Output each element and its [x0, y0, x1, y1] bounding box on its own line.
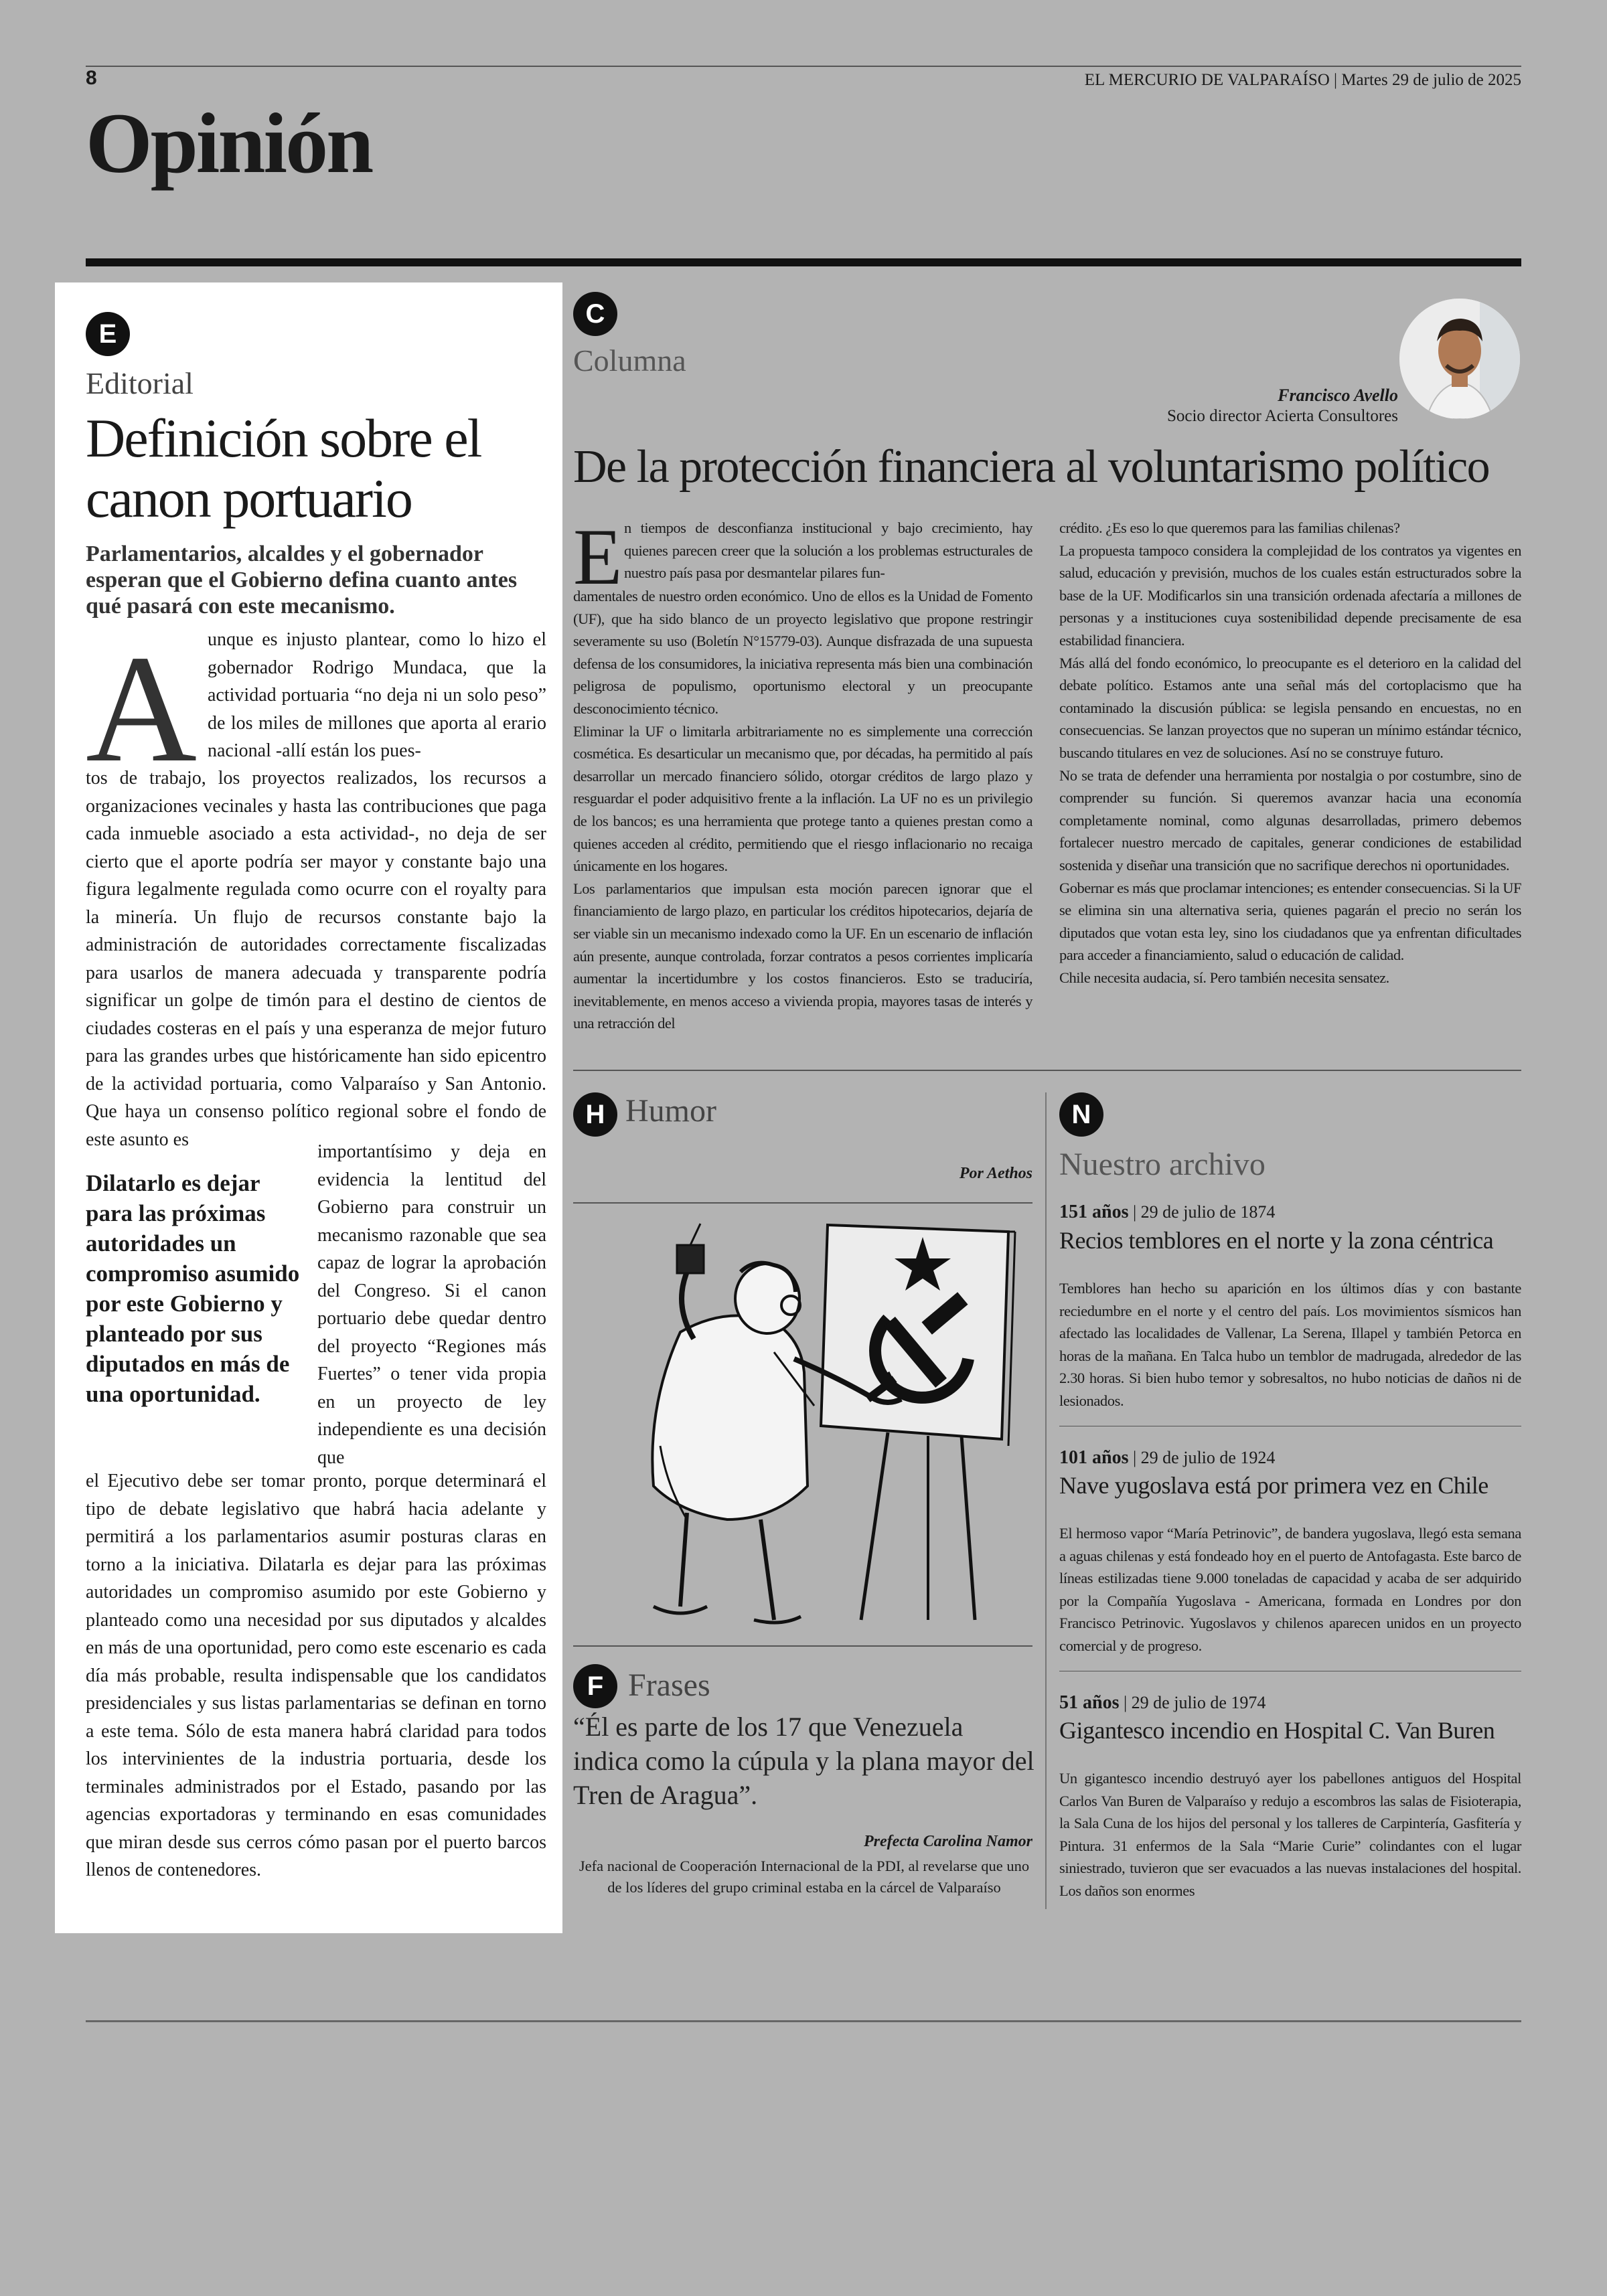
archive-date: | 29 de julio de 1874 [1132, 1202, 1276, 1222]
humor-author: Por Aethos [959, 1165, 1032, 1182]
editorial-paragraph: tos de trabajo, los proyectos realizados, los recursos a organizaciones vecinales y hasta las contribuciones que paga cada inmueble asociado a esta actividad-, no deja de ser cierto que el aporte podría ser mayor y constante bajo una figura legalmente regulada como ocurre con el royalty para la minería. Un flujo de recursos constante bajo la administración de autoridades correctamente fiscalizadas para usarlos de manera adecuada y transparente podría significar un golpe de timón para el destino de cientos de ciudades costeras en el país y una esperanza de mejor futuro para las grandes urbes que históricamente han sido epicentro de la actividad portuaria, como Valparaíso y San Antonio. Que haya un consenso político regional sobre el fondo de este asunto es [86, 768, 546, 1150]
editorial-pull-quote: Dilatarlo es dejar para las próximas autoridades un compromiso asumido por este Gobierno y planteado por sus diputados en más de una oportunidad. [86, 1170, 300, 1407]
archive-item-title: Gigantesco incendio en Hospital C. Van Buren [1059, 1717, 1495, 1744]
column-author-role: Socio director Acierta Consultores [1166, 407, 1398, 425]
archive-item-header [1059, 1202, 1275, 1223]
editorial-drop-cap: A [86, 623, 198, 794]
masthead: EL MERCURIO DE VALPARAÍSO | Martes 29 de julio de 2025 [1084, 71, 1521, 89]
humor-label: Humor [625, 1093, 716, 1129]
editorial-badge: E [86, 312, 130, 356]
frases-label: Frases [628, 1667, 710, 1703]
humor-bottom-rule [573, 1645, 1032, 1647]
column-drop-cap: E [573, 512, 623, 601]
column-divider [1045, 1092, 1047, 1909]
frases-quote: “Él es parte de los 17 que Venezuela indica como la cúpula y la plana mayor del Tren de Aragua”. [573, 1712, 1035, 1810]
section-rule [86, 258, 1521, 266]
editorial-title: Definición sobre el canon portuario [86, 408, 481, 529]
bottom-rule [86, 2020, 1521, 2022]
column-paragraph: crédito. ¿Es eso lo que queremos para las familias chilenas? La propuesta tampoco considera la complejidad de los contratos ya vigentes en salud, educación y previsión, muchos de los cuales están estructurados sobre la base de la UF. Modificarlos sin una transición ordenada afectaría a millones de personas y a instituciones cuya sostenibilidad depende precisamente de esa estabilidad financiera. Más allá del fondo económico, lo preocupante es el deterioro en la calidad del debate político. Estamos ante una señal más del cortoplacismo que ha contaminado la discusión pública: se legisla pensando en encuestas, no en consecuencias. Se lanzan proyectos que no superan un mínimo estándar técnico, buscando titulares en vez de soluciones. Así no se construye futuro. No se trata de defender una herramienta por nostalgia o por costumbre, sino de comprender su función. Si queremos avanzar hacia una economía completamente nominal, como algunas desarrolladas, primero debemos fortalecer nuestro mercado de capitales, generar condiciones de estabilidad sostenida y diseñar una transición que no sacrifique derechos ni oportunidades. Gobernar es más que proclamar intenciones; es entender consecuencias. Si la UF se elimina sin una alternativa seria, quienes pagarán el precio no serán los diputados que votan esta ley, sino los ciudadanos que ya enfrentan dificultades para acceder a financiamiento, salud o educación de calidad. Chile necesita audacia, sí. Pero también necesita sensatez. [1059, 519, 1521, 986]
archive-years: 151 años [1059, 1202, 1129, 1222]
editorial-paragraph: importantísimo y deja en evidencia la lentitud del Gobierno para construir un mecanismo razonable que sea capaz de lograr la aprobación del Congreso. Si el canon portuario debe quedar dentro del proyecto “Regiones más Fuertes” o tener vida propia en un proyecto de ley independiente es una decisión que [317, 1141, 546, 1468]
column-label: Columna [573, 343, 686, 378]
archive-date: | 29 de julio de 1924 [1132, 1448, 1276, 1467]
frases-speaker: Prefecta Carolina Namor [864, 1833, 1032, 1850]
archive-item-body: Temblores han hecho su aparición en los últimos días y con bastante reciedumbre en el norte y el centro del país. Los movimientos sísmicos han afectado las localidades de Vallenar, La Serena, Illapel y también Petorca en horas de la mañana. En Talca hubo un temblor de madrugada, alrededor de las 2.30 horas. Si bien hubo temor y sobresaltos, no hubo noticias de daños ni de lesionados. [1059, 1280, 1521, 1409]
column-title: De la protección financiera al voluntarismo político [573, 441, 1490, 493]
archive-item-body: Un gigantesco incendio destruyó ayer los pabellones antiguos del Hospital Carlos Van Buren de Valparaíso y redujo a escombros las salas de Fisioterapia, la Sala Cuna de los hijos del personal y los talleres de Carpintería, Gasfitería y Pintura. 31 enfermos de la Sala “Marie Curie” colindantes con el lugar siniestrado, tuvieron que ser evacuados a las nuevas instalaciones del hospital. Los daños son enormes [1059, 1770, 1521, 1899]
column-author: Francisco Avello [1278, 386, 1398, 405]
humor-badge: H [573, 1092, 617, 1137]
column-paragraph: n tiempos de desconfianza institucional y bajo crecimiento, hay quienes parecen creer que la solución a los problemas estructurales de nuestro país pasa por desmantelar pilares fun- [624, 519, 1032, 582]
page-number: 8 [86, 67, 97, 89]
editorial-label: Editorial [86, 366, 194, 400]
editorial-subtitle: Parlamentarios, alcaldes y el gobernador esperan que el Gobierno defina cuanto antes qué pasará con este mecanismo. [86, 542, 518, 619]
archive-item-body: El hermoso vapor “María Petrinovic”, de bandera yugoslava, llegó esta semana a aguas chilenas y está fondeado hoy en el puerto de Antofagasta. Este barco de líneas estilizadas tiene 9.000 toneladas de capacidad y acaba de ser adquirido por la Compañía Yugoslava - Americana, formada en Londres por don Francisco Petrinovic. Yugoslavos y chilenos aparecen unidos en un proyecto comercial y de progreso. [1059, 1525, 1521, 1654]
top-rule [86, 66, 1521, 67]
section-title: Opinión [86, 96, 372, 191]
frases-note: Jefa nacional de Cooperación Internacional de la PDI, al revelarse que uno de los líderes del grupo criminal estaba en la cárcel de Valparaíso [579, 1858, 1030, 1896]
column-bottom-rule [573, 1070, 1521, 1071]
archive-item-header [1059, 1692, 1266, 1714]
archive-badge: N [1059, 1092, 1103, 1137]
editorial-paragraph: unque es injusto plantear, como lo hizo el gobernador Rodrigo Mundaca, que la actividad portuaria “no deja ni un solo peso” de los miles de millones que aporta al erario nacional -allí están los pues- [208, 629, 546, 761]
archive-date: | 29 de julio de 1974 [1123, 1693, 1266, 1712]
archive-years: 101 años [1059, 1447, 1129, 1468]
archive-item-title: Recios temblores en el norte y la zona céntrica [1059, 1227, 1494, 1254]
archive-years: 51 años [1059, 1692, 1120, 1713]
editorial-paragraph: el Ejecutivo debe ser tomar pronto, porque determinará el tipo de debate legislativo que habrá hacia adelante y permitirá a los parlamentarios asumir posturas claras en torno a la iniciativa. Dilatarla es dejar para las próximas autoridades un compromiso asumido por este Gobierno y planteado como una necesidad por sus diputados y alcaldes en más de una oportunidad, pero como este escenario es cada día más probable, resulta indispensable que los candidatos presidenciales y sus listas parlamentarias se definan en torno a este tema. Sólo de esta manera habrá claridad para todos los intervinientes de la industria portuaria, desde los terminales administrados por el Estado, pasando por las agencias exportadoras y terminando en esas comunidades que miran desde sus cerros cómo pasan por el puerto barcos llenos de contenedores. [86, 1471, 546, 1880]
humor-cartoon [573, 1205, 1032, 1633]
humor-rule [573, 1202, 1032, 1204]
archive-item-header [1059, 1447, 1275, 1469]
archive-item-title: Nave yugoslava está por primera vez en Chile [1059, 1472, 1488, 1499]
column-paragraph: damentales de nuestro orden económico. Uno de ellos es la Unidad de Fomento (UF), que ha sido blanco de un proyecto legislativo que propone restringir severamente su uso (Boletín N°15779-03). Aunque disfrazada de una supuesta defensa de los consumidores, la iniciativa representa más bien una combinación peligrosa de populismo, oportunismo electoral y un preocupante desconocimiento técnico. Eliminar la UF o limitarla arbitrariamente no es simplemente una corrección cosmética. Es desarticular un mecanismo que, por décadas, ha permitido al país desarrollar un mercado financiero sólido, otorgar créditos de largo plazo y resguardar el poder adquisitivo frente a la inflación. La UF no es un privilegio de los bancos; es una herramienta que protege tanto a quienes prestan como a quienes acceden al crédito, permitiendo que el riesgo inflacionario no recaiga únicamente en los hogares. Los parlamentarios que impulsan esta moción parecen ignorar que el financiamiento de largo plazo, en particular los créditos hipotecarios, dejaría de ser viable sin un mecanismo indexado como la UF. En un escenario de inflación aún presente, aunque controlada, forzar contratos a pesos corrientes implicaría aumentar la incertidumbre y los costos financieros. Esto se traduciría, inevitablemente, en menos acceso a vivienda propia, mayores tasas de interés y una retracción del [573, 588, 1032, 1032]
frases-badge: F [573, 1664, 617, 1708]
author-photo [1399, 299, 1520, 419]
archive-label: Nuestro archivo [1059, 1147, 1266, 1182]
column-badge: C [573, 292, 617, 336]
